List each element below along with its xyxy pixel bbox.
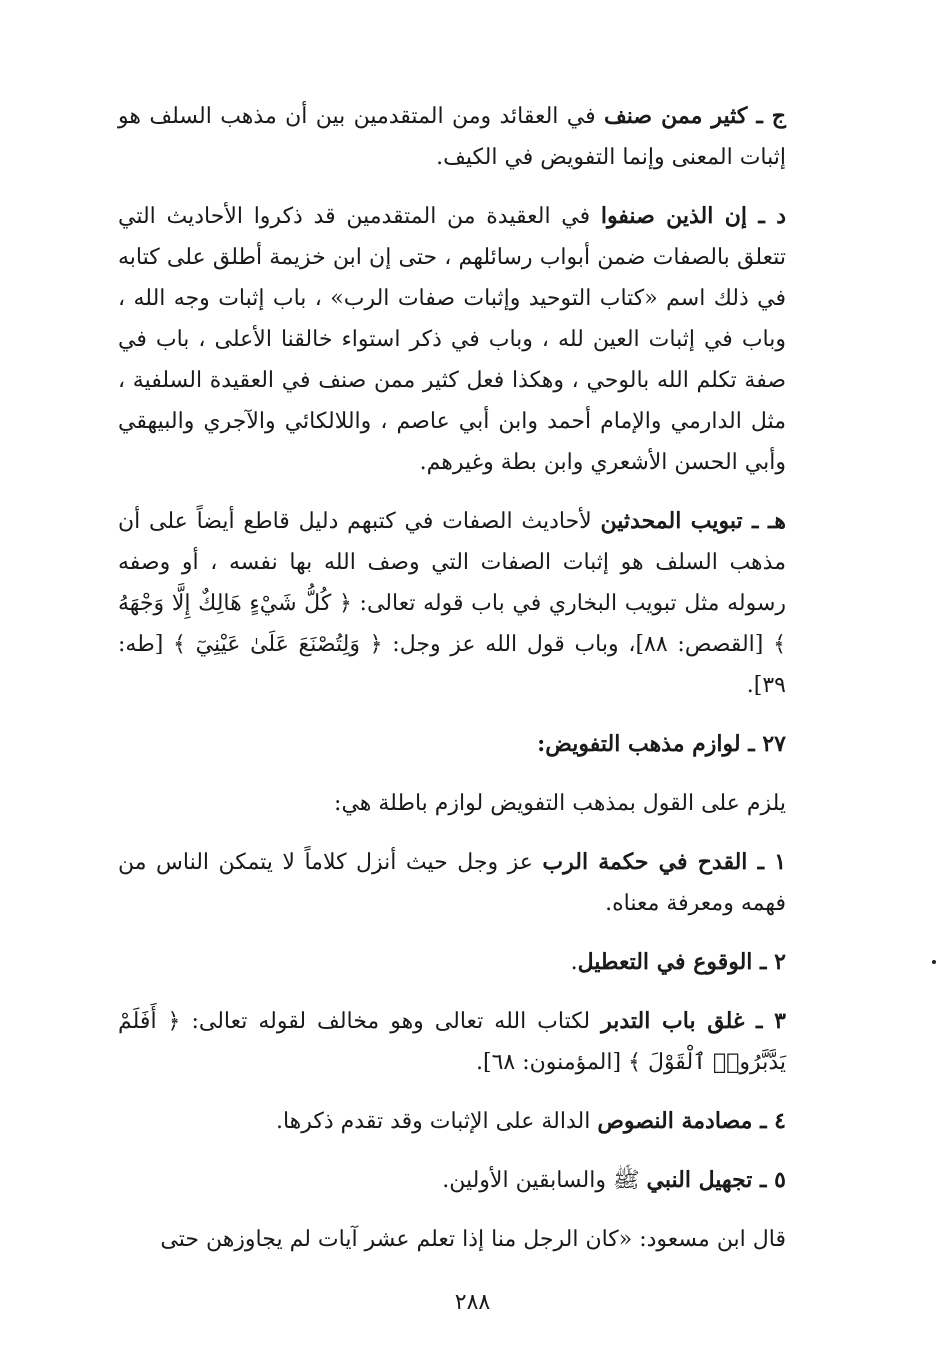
paragraph-text: في العقيدة من المتقدمين قد ذكروا الأحاديث التي تتعلق بالصفات ضمن أبواب رسائلهم ، حتى إن ابن خزيمة أطلق على كتابه في ذلك اسم «كتاب التوحيد وإثبات صفات الرب» ، باب إثبات وجه الله ، وباب في إثبات العين لله ، وباب في ذكر استواء خالقنا الأعلى ، باب في صفة تكلم الله بالوحي ، وهكذا فعل كثير ممن صنف في العقيدة السلفية ، مثل الدارمي والإمام أحمد وابن أبي عاصم ، واللالكائي والآجري والبيهقي وأبي الحسن الأشعري وابن بطة وغيرهم.: [118, 204, 786, 475]
closing-quote: قال ابن مسعود: «كان الرجل منا إذا تعلم عشر آيات لم يجاوزهن حتى: [160, 1227, 786, 1252]
page-number: ٢٨٨: [454, 1290, 491, 1315]
item-lead: ٥ ـ تجهيل النبي: [646, 1167, 786, 1193]
paragraph-lead: هـ ـ تبويب المحدثين: [600, 508, 786, 534]
item-lead: ١ ـ القدح في حكمة الرب: [542, 849, 787, 875]
intro-text: يلزم على القول بمذهب التفويض لوازم باطلة هي:: [334, 791, 786, 816]
paragraph-text: لأحاديث الصفات في كتبهم دليل قاطع أيضاً على أن مذهب السلف هو إثبات الصفات التي وصف الله بها نفسه ، أو وصفه رسوله مثل تبويب البخاري في باب قوله تعالى: ﴿ كُلُّ شَيْءٍ هَالِكٌ إِلَّا وَجْهَهُ ﴾ [القصص: ٨٨]، وباب قول الله عز وجل: ﴿ وَلِتُصْنَعَ عَلَىٰ عَيْنِيٓ ﴾ [طه: ٣٩].: [118, 509, 786, 698]
item-lead: ٣ ـ غلق باب التدبر: [601, 1008, 786, 1034]
margin-dot: [932, 960, 936, 964]
item-text: ﷺ والسابقين الأولين.: [442, 1168, 647, 1193]
list-item-1: [118, 842, 786, 924]
list-item-4: [118, 1101, 786, 1142]
paragraph-ha: [118, 501, 786, 706]
item-text: .: [570, 950, 578, 975]
body-text: [118, 96, 786, 1278]
paragraph-text: في العقائد ومن المتقدمين بين أن مذهب السلف هو إثبات المعنى وإنما التفويض في الكيف.: [118, 104, 786, 170]
item-text: عز وجل حيث أنزل كلاماً لا يتمكن الناس من فهمه ومعرفة معناه.: [118, 850, 786, 916]
list-item-3: [118, 1001, 786, 1083]
paragraph-jeem: [118, 96, 786, 178]
paragraph-lead: د ـ إن الذين صنفوا: [600, 203, 786, 229]
item-text: لكتاب الله تعالى وهو مخالف لقوله تعالى: ﴿ أَفَلَمْ يَدَّبَّرُوا۟ ٱلْقَوْلَ ﴾ [المؤمنون: ٦٨].: [118, 1009, 786, 1075]
item-text: الدالة على الإثبات وقد تقدم ذكرها.: [275, 1109, 598, 1134]
list-item-5: [118, 1160, 786, 1201]
paragraph-dal: [118, 196, 786, 483]
section-heading: ٢٧ ـ لوازم مذهب التفويض:: [537, 731, 786, 757]
item-lead: ٢ ـ الوقوع في التعطيل: [577, 949, 786, 975]
item-lead: ٤ ـ مصادمة النصوص: [597, 1108, 786, 1134]
paragraph-lead: ج ـ كثير ممن صنف: [604, 103, 786, 129]
list-item-2: [118, 942, 786, 983]
